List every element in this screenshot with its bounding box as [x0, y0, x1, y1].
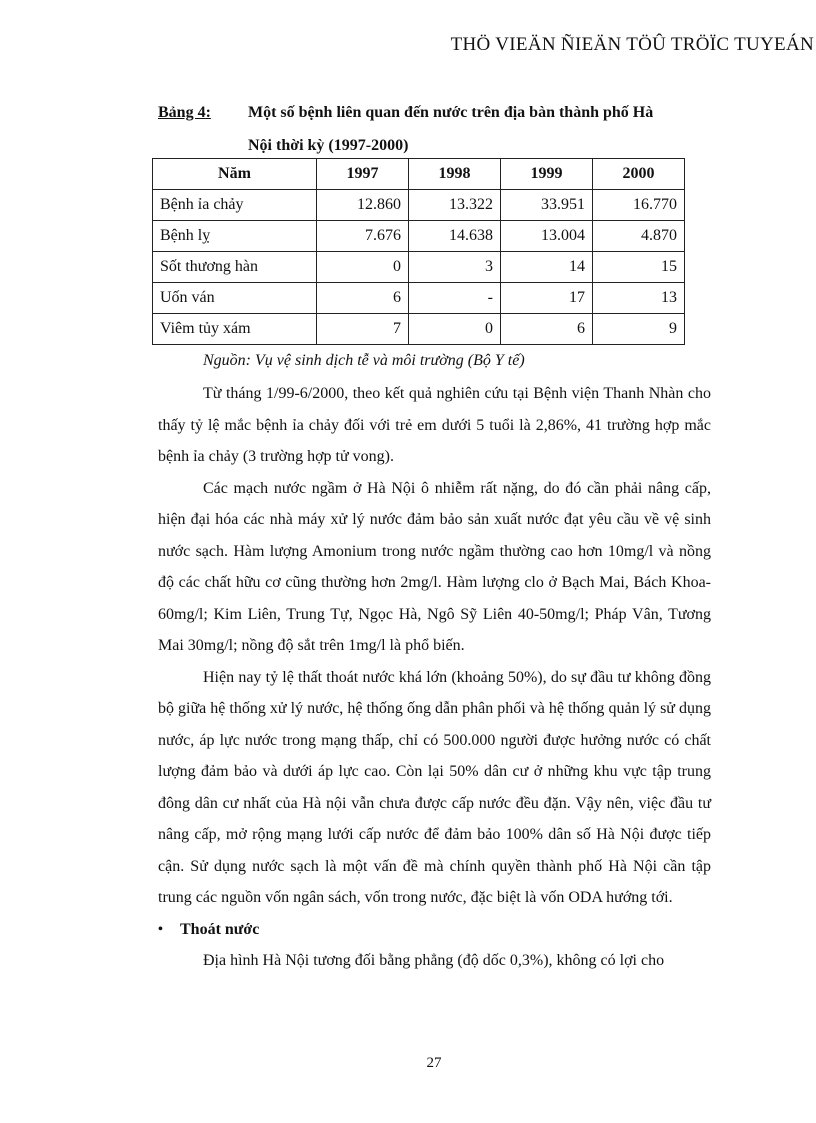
row-label: Bệnh ỉa chảy [153, 190, 317, 221]
table-cell: 12.860 [317, 190, 409, 221]
table-cell: - [409, 283, 501, 314]
row-label: Viêm tủy xám [153, 314, 317, 345]
table-cell: 0 [409, 314, 501, 345]
header-cell-1999: 1999 [501, 159, 593, 190]
table-cell: 33.951 [501, 190, 593, 221]
bullet-icon: • [158, 921, 163, 937]
table-cell: 14.638 [409, 221, 501, 252]
table-cell: 4.870 [593, 221, 685, 252]
header-cell-year: Năm [153, 159, 317, 190]
table-cell: 13.004 [501, 221, 593, 252]
caption-title-line2: Nội thời kỳ (1997-2000) [248, 137, 409, 154]
page-number: 27 [426, 1055, 442, 1071]
header-cell-1997: 1997 [317, 159, 409, 190]
row-label: Sốt thương hàn [153, 252, 317, 283]
table-row [153, 190, 685, 221]
table-cell: 3 [409, 252, 501, 283]
table-row [153, 252, 685, 283]
row-label: Uốn ván [153, 283, 317, 314]
paragraph-2: Các mạch nước ngầm ở Hà Nội ô nhiễm rất nặng, do đó cần phải nâng cấp, hiện đại hóa các nhà máy xử lý nước đảm bảo sản xuất nước đạt yêu cầu về vệ sinh nước sạch. Hàm lượng Amonium trong nước ngầm thường cao hơn 10mg/l và nồng độ các chất hữu cơ cũng thường hơn 2mg/l. Hàm lượng clo ở Bạch Mai, Bách Khoa-60mg/l; Kim Liên, Trung Tự, Ngọc Hà, Ngô Sỹ Liên 40-50mg/l; Pháp Vân, Tương Mai 30mg/l; nồng độ sắt trên 1mg/l là phổ biến. [158, 479, 711, 654]
table-cell: 6 [501, 314, 593, 345]
running-header: THÖ VIEÄN ÑIEÄN TÖÛ TRÖÏC TUYEÁN [450, 34, 814, 55]
section-heading-text: Thoát nước [180, 920, 260, 938]
table-cell: 13 [593, 283, 685, 314]
table-label: Bảng 4: [158, 104, 211, 121]
paragraph-1: Từ tháng 1/99-6/2000, theo kết quả nghiên cứu tại Bệnh viện Thanh Nhàn cho thấy tỷ lệ mắc bệnh ỉa chảy đối với trẻ em dưới 5 tuổi là 2,86%, 41 trường hợp mắc bệnh ỉa chảy (3 trường hợp tử vong). [158, 385, 711, 465]
body-text [158, 378, 711, 977]
table-cell: 14 [501, 252, 593, 283]
disease-table [152, 158, 685, 345]
paragraph-3: Hiện nay tỷ lệ thất thoát nước khá lớn (khoảng 50%), do sự đầu tư không đồng bộ giữa hệ thống xử lý nước, hệ thống ống dẫn phân phối và hệ thống quản lý sử dụng nước, áp lực nước trong mạng thấp, chỉ có 500.000 người được hưởng nước có chất lượng đảm bảo và dưới áp lực cao. Còn lại 50% dân cư ở những khu vực tập trung đông dân cư nhất của Hà nội vẫn chưa được cấp nước đều đặn. Vậy nên, việc đầu tư nâng cấp, mở rộng mạng lưới cấp nước để đảm bảo 100% dân số Hà Nội được tiếp cận. Sử dụng nước sạch là một vấn đề mà chính quyền thành phố Hà Nội cần tập trung các nguồn vốn ngân sách, vốn trong nước, đặc biệt là vốn ODA hướng tới. [158, 668, 711, 906]
table-cell: 6 [317, 283, 409, 314]
header-cell-1998: 1998 [409, 159, 501, 190]
table-cell: 17 [501, 283, 593, 314]
table-row [153, 314, 685, 345]
table-row [153, 283, 685, 314]
table-cell: 16.770 [593, 190, 685, 221]
header-cell-2000: 2000 [593, 159, 685, 190]
table-cell: 9 [593, 314, 685, 345]
paragraph-4: Địa hình Hà Nội tương đối bằng phẳng (độ dốc 0,3%), không có lợi cho [203, 952, 665, 969]
row-label: Bệnh lỵ [153, 221, 317, 252]
table-cell: 7.676 [317, 221, 409, 252]
caption-title-line1: Một số bệnh liên quan đến nước trên địa bàn thành phố Hà [248, 104, 654, 121]
table-cell: 7 [317, 314, 409, 345]
section-heading-drainage [158, 914, 711, 946]
table-header-row [153, 159, 685, 190]
table-cell: 13.322 [409, 190, 501, 221]
table-row [153, 221, 685, 252]
table-caption [158, 96, 728, 162]
table-cell: 15 [593, 252, 685, 283]
table-cell: 0 [317, 252, 409, 283]
table-source-note: Nguồn: Vụ vệ sinh dịch tễ và môi trường (Bộ Y tế) [203, 352, 525, 369]
